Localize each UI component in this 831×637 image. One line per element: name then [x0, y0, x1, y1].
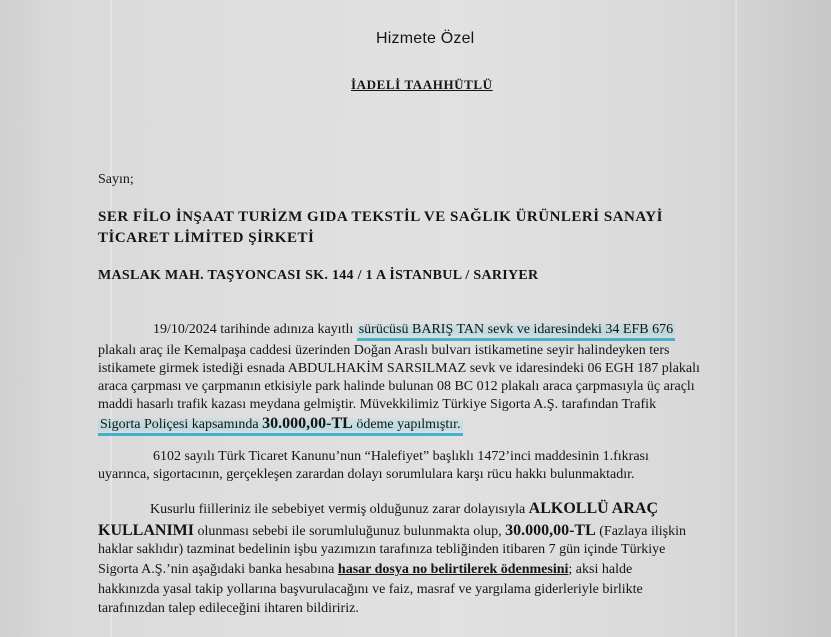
paragraph-3-line-3: haklar saklıdır) tazminat bedelinin işbu yazımızın tarafınıza tebliğinden itibaren 7 gün içinde Türkiye: [98, 542, 666, 557]
alcohol-use-text-1: ALKOLLÜ ARAÇ: [528, 500, 659, 517]
claim-amount: 30.000,00-TL: [505, 522, 596, 539]
alcohol-use-text-2: KULLANIMI: [98, 522, 195, 539]
paragraph-1-line-3: istikamete girmek istediği esnada ABDULHAKİM SARSILMAZ sevk ve idaresindeki 06 EGH 187 plakalı: [98, 361, 700, 376]
payment-made-text: ödeme yapılmıştır.: [352, 417, 461, 432]
highlighted-driver-plate: sürücüsü BARIŞ TAN sevk ve idaresindeki 34 EFB 676: [357, 322, 675, 341]
paragraph-1-line-4: araca çarpması ve çarpmanın etkisiyle park halinde bulunan 08 BC 012 plakalı araca çarpmasıyla üç araçlı: [98, 379, 695, 394]
paragraph-3-line-6: tarafınızdan talep edileceğini ihtaren bildiririz.: [98, 601, 359, 616]
liability-text: olunması sebebi ile sorumluluğunuz bulunmakta olup,: [194, 524, 506, 539]
letter-type: İADELİ TAAHHÜTLÜ: [351, 77, 493, 92]
paid-amount: 30.000,00-TL: [262, 415, 353, 432]
reserved-rights-start: (Fazlaya ilişkin: [595, 524, 686, 539]
salutation: Sayın;: [98, 172, 134, 187]
paragraph-3-line-4: [98, 562, 632, 578]
highlighted-payment-line: [98, 417, 463, 436]
policy-scope-text: Sigorta Poliçesi kapsamında: [100, 417, 263, 432]
paragraph-3-line-2: [98, 522, 686, 540]
fault-text: Kusurlu fiilleriniz ile sebebiyet vermiş olduğunuz zarar dolayısıyla: [150, 502, 529, 517]
paragraph-1-line-2: plakalı araç ile Kemalpaşa caddesi üzerinden Doğan Araslı bulvarı istikametine seyir halindeyken ters: [98, 343, 670, 358]
paragraph-1-line-5: maddi hasarlı trafik kazası meydana gelmiştir. Müvekkilimiz Türkiye Sigorta A.Ş. tarafından Trafik: [98, 397, 657, 412]
paragraph-1-line-6: [98, 415, 463, 433]
paragraph-2-line-2: uyarınca, sigortacının, gerçekleşen zarardan dolayı sorumlulara karşı rücu hakkı bulunmaktadır.: [98, 467, 635, 482]
paragraph-1-line-1: [153, 322, 675, 338]
paragraph-3-line-5: hakkınızda yasal takip yollarına başvurulacağını ve faiz, masraf ve yargılama giderleriyle birlikte: [98, 582, 643, 597]
paragraph-1-line-1-start: 19/10/2024 tarihinde adınıza kayıtlı: [153, 322, 357, 337]
payment-instruction: hasar dosya no belirtilerek ödenmesini: [337, 562, 569, 577]
recipient-company-line-1: SER FİLO İNŞAAT TURİZM GIDA TEKSTİL VE SAĞLIK ÜRÜNLERİ SANAYİ: [98, 209, 663, 225]
paragraph-2-line-1: 6102 sayılı Türk Ticaret Kanunu’nun “Halefiyet” başlıklı 1472’inci maddesinin 1.fıkrası: [153, 449, 649, 464]
recipient-company-line-2: TİCARET LİMİTED ŞİRKETİ: [98, 230, 315, 246]
bank-account-text: Sigorta A.Ş.’nin aşağıdaki banka hesabına: [98, 562, 338, 577]
header-note: Hizmete Özel: [376, 30, 475, 47]
paragraph-3-line-1: [150, 500, 658, 518]
paper-shadow-right: [735, 0, 737, 637]
otherwise-text: ; aksi halde: [568, 562, 633, 577]
recipient-address: MASLAK MAH. TAŞYONCASI SK. 144 / 1 A İSTANBUL / SARIYER: [98, 268, 539, 283]
